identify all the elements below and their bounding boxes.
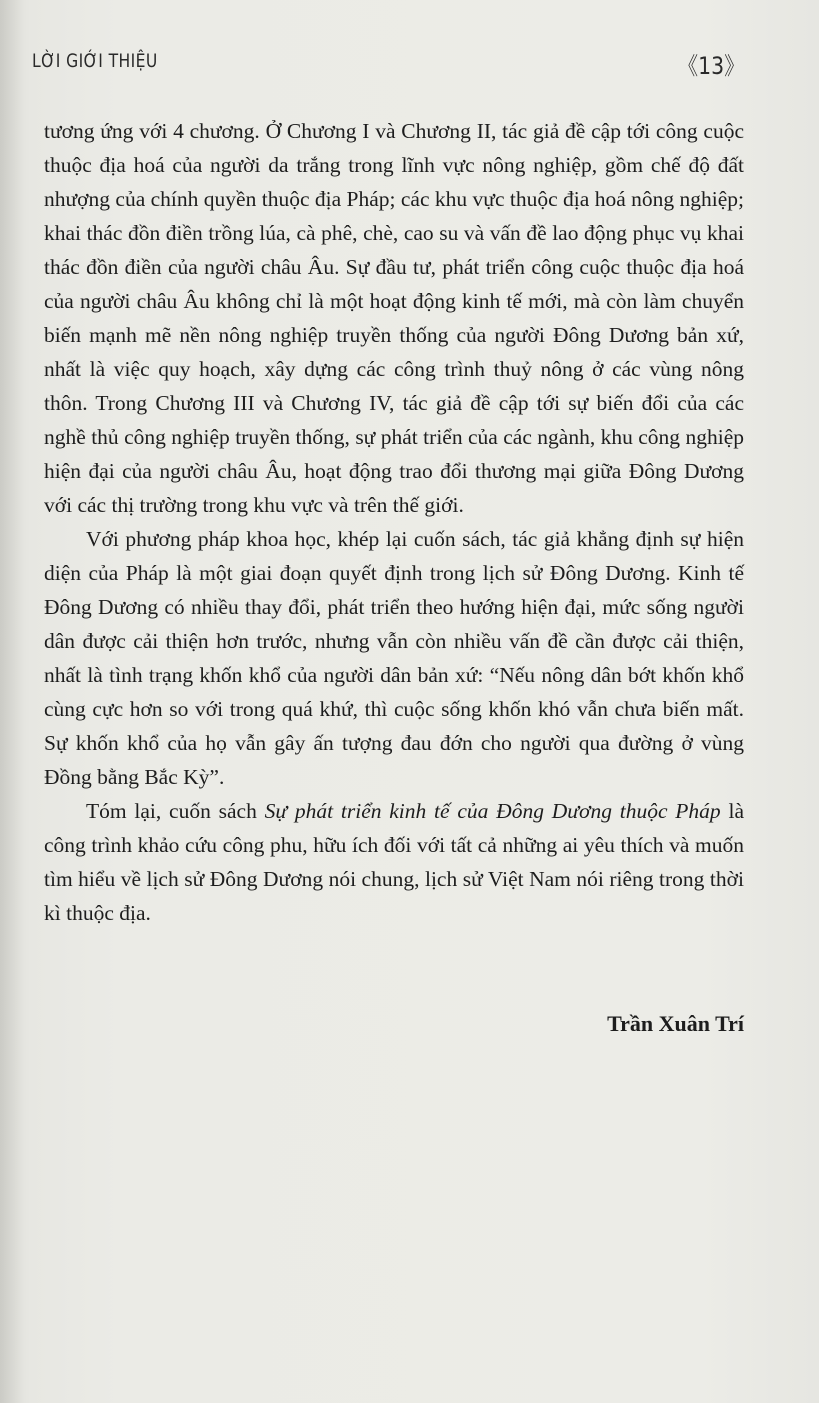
page-number: 《13》 bbox=[678, 52, 745, 80]
body-text bbox=[44, 114, 744, 930]
paragraph-1: tương ứng với 4 chương. Ở Chương I và Chương II, tác giả đề cập tới công cuộc thuộc địa hoá của người da trắng trong lĩnh vực nông nghiệp, gồm chế độ đất nhượng của chính quyền thuộc địa Pháp; các khu vực thuộc địa hoá nông nghiệp; khai thác đồn điền trồng lúa, cà phê, chè, cao su và vấn đề lao động phục vụ khai thác đồn điền của người châu Âu. Sự đầu tư, phát triển công cuộc thuộc địa hoá của người châu Âu không chỉ là một hoạt động kinh tế mới, mà còn làm chuyển biến mạnh mẽ nền nông nghiệp truyền thống của người Đông Dương bản xứ, nhất là việc quy hoạch, xây dựng các công trình thuỷ nông ở các vùng nông thôn. Trong Chương III và Chương IV, tác giả đề cập tới sự biến đổi của các nghề thủ công nghiệp truyền thống, sự phát triển của các ngành, khu công nghiệp hiện đại của người châu Âu, hoạt động trao đổi thương mại giữa Đông Dương với các thị trường trong khu vực và trên thế giới. bbox=[44, 119, 744, 517]
running-head: LỜI GIỚI THIỆU bbox=[32, 50, 158, 72]
spine-shadow bbox=[0, 0, 24, 1403]
paragraph-2: Với phương pháp khoa học, khép lại cuốn sách, tác giả khẳng định sự hiện diện của Pháp là một giai đoạn quyết định trong lịch sử Đông Dương. Kinh tế Đông Dương có nhiều thay đổi, phát triển theo hướng hiện đại, mức sống người dân được cải thiện hơn trước, nhưng vẫn còn nhiều vấn đề cần được cải thiện, nhất là tình trạng khốn khổ của người dân bản xứ: “Nếu nông dân bớt khốn khổ cùng cực hơn so với trong quá khứ, thì cuộc sống khốn khó vẫn chưa biến mất. Sự khốn khổ của họ vẫn gây ấn tượng đau đớn cho người qua đường ở vùng Đồng bằng Bắc Kỳ”. bbox=[44, 527, 744, 789]
author-signature: Trần Xuân Trí bbox=[607, 1011, 744, 1036]
paragraph-3-lead: Tóm lại, cuốn sách bbox=[86, 799, 265, 823]
paragraph-3 bbox=[44, 794, 744, 930]
book-title: Sự phát triển kinh tế của Đông Dương thuộc Pháp bbox=[264, 799, 721, 823]
paragraph-3-rest: là công trình khảo cứu công phu, hữu ích đối với tất cả những ai yêu thích và muốn tìm hiểu về lịch sử Đông Dương nói chung, lịch sử Việt Nam nói riêng trong thời kì thuộc địa. bbox=[44, 799, 744, 925]
